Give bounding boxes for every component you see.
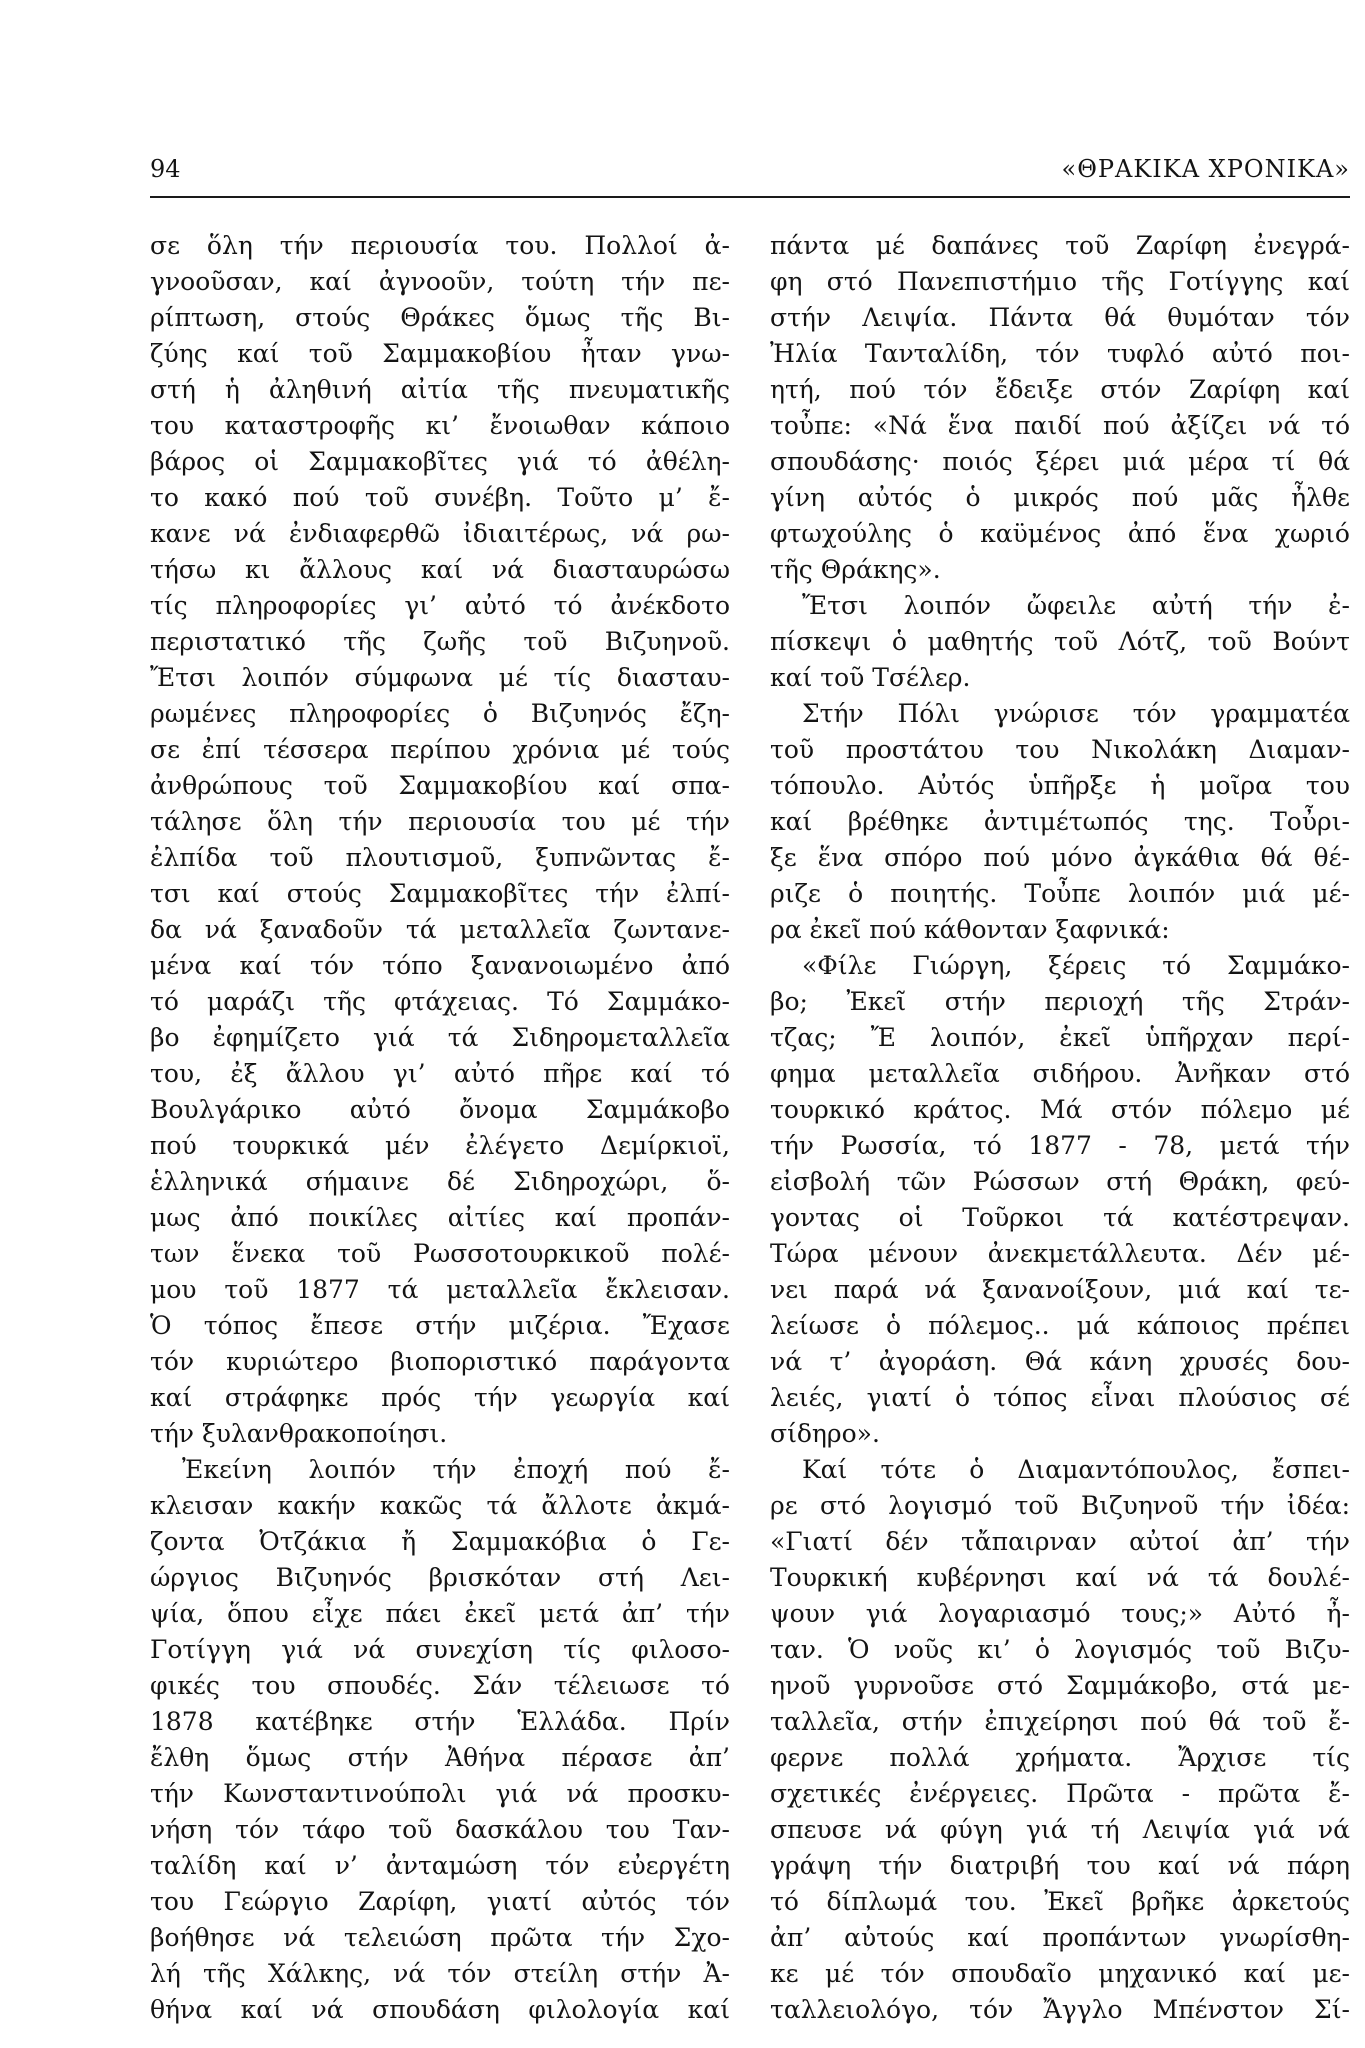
- text-line: φτωχούλης ὁ καϋμένος ἀπό ἕνα χωριό: [770, 519, 1350, 548]
- text-line: ἑλληνικά σήμαινε δέ Σιδηροχώρι, ὅ-: [150, 1167, 730, 1196]
- text-line: φη στό Πανεπιστήμιο τῆς Γοτίγγης καί: [770, 267, 1350, 296]
- text-line: του καταστροφῆς κι’ ἔνοιωθαν κάποιο: [150, 411, 730, 440]
- text-line: τόπουλο. Αὐτός ὑπῆρξε ἡ μοῖρα του: [770, 771, 1350, 800]
- text-line: φικές του σπουδές. Σάν τέλειωσε τό: [150, 1671, 730, 1700]
- text-line: ψουν γιά λογαριασμό τους;» Αὐτό ἦ-: [770, 1599, 1350, 1628]
- header-rule: [150, 196, 1350, 198]
- text-line: κανε νά ἐνδιαφερθῶ ἰδιαιτέρως, νά ρω-: [150, 519, 730, 548]
- text-line: σχετικές ἐνέργειες. Πρῶτα - πρῶτα ἔ-: [770, 1779, 1350, 1808]
- text-line: τοὖπε: «Νά ἕνα παιδί πού ἀξίζει νά τό: [770, 411, 1350, 440]
- text-line: Γοτίγγη γιά νά συνεχίση τίς φιλοσο-: [150, 1635, 730, 1664]
- text-line: στή ἡ ἀληθινή αἰτία τῆς πνευματικῆς: [150, 375, 730, 404]
- text-line: ηνοῦ γυρνοῦσε στό Σαμμάκοβο, στά με-: [770, 1671, 1350, 1700]
- text-line: ητή, πού τόν ἔδειξε στόν Ζαρίφη καί: [770, 375, 1350, 404]
- text-line: βάρος οἱ Σαμμακοβῖτες γιά τό ἀθέλη-: [150, 447, 730, 476]
- text-line: «Γιατί δέν τἄπαιρναν αὐτοί ἀπ’ τήν: [770, 1527, 1350, 1556]
- text-line: τήν Ρωσσία, τό 1877 - 78, μετά τήν: [770, 1131, 1350, 1160]
- text-line: σπουδάσης· ποιός ξέρει μιά μέρα τί θά: [770, 447, 1350, 476]
- text-line: κλεισαν κακήν κακῶς τά ἄλλοτε ἀκμά-: [150, 1491, 730, 1520]
- text-line: γίνη αὐτός ὁ μικρός πού μᾶς ἦλθε: [770, 483, 1350, 512]
- text-line: Τώρα μένουν ἀνεκμετάλλευτα. Δέν μέ-: [770, 1239, 1350, 1268]
- text-line: ριζε ὁ ποιητής. Τοὖπε λοιπόν μιά μέ-: [770, 879, 1350, 908]
- text-line: ώργιος Βιζυηνός βρισκόταν στή Λει-: [150, 1563, 730, 1592]
- text-line: στήν Λειψία. Πάντα θά θυμόταν τόν: [770, 303, 1350, 332]
- text-line: Ἔτσι λοιπόν ὤφειλε αὐτή τήν ἐ-: [802, 591, 1350, 620]
- text-line: φερνε πολλά χρήματα. Ἄρχισε τίς: [770, 1743, 1350, 1772]
- text-line: ταλλεῖα, στήν ἐπιχείρησι πού θά τοῦ ἔ-: [770, 1707, 1350, 1736]
- text-line: σπευσε νά φύγη γιά τή Λειψία γιά νά: [770, 1815, 1350, 1844]
- text-line: καί τοῦ Τσέλερ.: [770, 663, 971, 692]
- text-line: νά τ’ ἀγοράση. Θά κάνη χρυσές δου-: [770, 1347, 1350, 1376]
- text-line: νήση τόν τάφο τοῦ δασκάλου του Ταν-: [150, 1815, 730, 1844]
- paragraph: [770, 228, 1350, 588]
- text-line: το κακό πού τοῦ συνέβη. Τοῦτο μ’ ἔ-: [150, 483, 730, 512]
- text-line: λείωσε ὁ πόλεμος.. μά κάποιος πρέπει: [770, 1311, 1350, 1340]
- text-line: τῆς Θράκης».: [770, 555, 941, 584]
- text-line: φημα μεταλλεῖα σιδήρου. Ἀνῆκαν στό: [770, 1059, 1350, 1088]
- text-line: σε ἐπί τέσσερα περίπου χρόνια μέ τούς: [150, 735, 730, 764]
- text-column-right: [770, 228, 1350, 2028]
- text-line: τουρκικό κράτος. Μά στόν πόλεμο μέ: [770, 1095, 1350, 1124]
- text-line: ταλλειολόγο, τόν Ἄγγλο Μπένστον Σί-: [770, 1995, 1350, 2024]
- paragraph: [150, 228, 730, 1452]
- text-line: Ἔτσι λοιπόν σύμφωνα μέ τίς διασταυ-: [150, 663, 730, 692]
- text-line: Καί τότε ὁ Διαμαντόπουλος, ἔσπει-: [802, 1455, 1350, 1484]
- text-line: δα νά ξαναδοῦν τά μεταλλεῖα ζωντανε-: [150, 915, 730, 944]
- page-number: 94: [150, 155, 181, 183]
- text-line: ρα ἐκεῖ πού κάθονταν ξαφνικά:: [770, 915, 1170, 944]
- text-line: γράψη τήν διατριβή του καί νά πάρη: [770, 1851, 1350, 1880]
- text-line: ψία, ὅπου εἶχε πάει ἐκεῖ μετά ἀπ’ τήν: [150, 1599, 730, 1628]
- text-line: σίδηρο».: [770, 1419, 880, 1448]
- text-line: ρε στό λογισμό τοῦ Βιζυηνοῦ τήν ἰδέα:: [770, 1491, 1350, 1520]
- text-line: τήν Κωνσταντινούπολι γιά νά προσκυ-: [150, 1779, 730, 1808]
- text-line: ρίπτωση, στούς Θράκες ὅμως τῆς Βι-: [150, 303, 730, 332]
- text-line: τζας; Ἔ λοιπόν, ἐκεῖ ὑπῆρχαν περί-: [770, 1023, 1350, 1052]
- text-line: τάλησε ὅλη τήν περιουσία του μέ τήν: [150, 807, 730, 836]
- text-line: ἀπ’ αὐτούς καί προπάντων γνωρίσθη-: [770, 1923, 1350, 1952]
- text-line: βο; Ἐκεῖ στήν περιοχή τῆς Στράν-: [770, 987, 1350, 1016]
- text-line: γνοοῦσαν, καί ἀγνοοῦν, τούτη τήν πε-: [150, 267, 730, 296]
- text-line: τό μαράζι τῆς φτάχειας. Τό Σαμμάκο-: [150, 987, 730, 1016]
- text-line: εἰσβολή τῶν Ρώσσων στή Θράκη, φεύ-: [770, 1167, 1350, 1196]
- text-line: πίσκεψι ὁ μαθητής τοῦ Λότζ, τοῦ Βούντ: [770, 627, 1350, 656]
- text-line: τό δίπλωμά του. Ἐκεῖ βρῆκε ἀρκετούς: [770, 1887, 1350, 1916]
- text-line: του Γεώργιο Ζαρίφη, γιατί αὐτός τόν: [150, 1887, 730, 1916]
- text-line: Ἠλία Τανταλίδη, τόν τυφλό αὐτό ποι-: [770, 339, 1350, 368]
- text-line: Ὁ τόπος ἔπεσε στήν μιζέρια. Ἔχασε: [150, 1311, 730, 1340]
- running-title: «ΘΡΑΚΙΚΑ ΧΡΟΝΙΚΑ»: [1061, 155, 1350, 183]
- paragraph: [150, 1452, 730, 2028]
- text-line: τόν κυριώτερο βιοποριστικό παράγοντα: [150, 1347, 730, 1376]
- text-line: ρωμένες πληροφορίες ὁ Βιζυηνός ἔζη-: [150, 699, 730, 728]
- text-line: τήσω κι ἄλλους καί νά διασταυρώσω: [150, 555, 730, 584]
- text-line: του, ἐξ ἄλλου γι’ αὐτό πῆρε καί τό: [150, 1059, 730, 1088]
- text-line: των ἕνεκα τοῦ Ρωσσοτουρκικοῦ πολέ-: [150, 1239, 730, 1268]
- text-line: βο ἐφημίζετο γιά τά Σιδηρομεταλλεῖα: [150, 1023, 730, 1052]
- text-line: ἀνθρώπους τοῦ Σαμμακοβίου καί σπα-: [150, 771, 730, 800]
- text-line: καί στράφηκε πρός τήν γεωργία καί: [150, 1383, 730, 1412]
- text-line: γοντας οἱ Τοῦρκοι τά κατέστρεψαν.: [770, 1203, 1350, 1232]
- paragraph: [770, 948, 1350, 1452]
- text-line: ἐλπίδα τοῦ πλουτισμοῦ, ξυπνῶντας ἔ-: [150, 843, 730, 872]
- text-line: ἔλθη ὅμως στήν Ἀθήνα πέρασε ἀπ’: [150, 1743, 730, 1772]
- text-line: ταν. Ὁ νοῦς κι’ ὁ λογισμός τοῦ Βιζυ-: [770, 1635, 1350, 1664]
- text-line: πάντα μέ δαπάνες τοῦ Ζαρίφη ἐνεγρά-: [770, 231, 1350, 260]
- paragraph: [770, 696, 1350, 948]
- text-line: μου τοῦ 1877 τά μεταλλεῖα ἔκλεισαν.: [150, 1275, 730, 1304]
- text-line: τοῦ προστάτου του Νικολάκη Διαμαν-: [770, 735, 1350, 764]
- text-line: τσι καί στούς Σαμμακοβῖτες τήν ἐλπί-: [150, 879, 730, 908]
- text-line: καί βρέθηκε ἀντιμέτωπός της. Τοὖρι-: [770, 807, 1350, 836]
- text-line: λειές, γιατί ὁ τόπος εἶναι πλούσιος σέ: [770, 1383, 1350, 1412]
- text-line: ξε ἕνα σπόρο πού μόνο ἀγκάθια θά θέ-: [770, 843, 1350, 872]
- text-line: Στήν Πόλι γνώρισε τόν γραμματέα: [802, 699, 1350, 728]
- text-column-left: [150, 228, 730, 2028]
- text-line: θήνα καί νά σπουδάση φιλολογία καί: [150, 1995, 730, 2024]
- text-line: πού τουρκικά μέν ἐλέγετο Δεμίρκιοϊ,: [150, 1131, 730, 1160]
- text-line: Ἐκείνη λοιπόν τήν ἐποχή πού ἔ-: [182, 1455, 730, 1484]
- text-line: βοήθησε νά τελειώση πρῶτα τήν Σχο-: [150, 1923, 730, 1952]
- text-line: ζοντα Ὀτζάκια ἤ Σαμμακόβια ὁ Γε-: [150, 1527, 730, 1556]
- text-line: «Φίλε Γιώργη, ξέρεις τό Σαμμάκο-: [802, 951, 1350, 980]
- text-line: τίς πληροφορίες γι’ αὐτό τό ἀνέκδοτο: [150, 591, 730, 620]
- paragraph: [770, 588, 1350, 696]
- text-line: κε μέ τόν σπουδαῖο μηχανικό καί με-: [770, 1959, 1350, 1988]
- paragraph: [770, 1452, 1350, 2028]
- text-line: μως ἀπό ποικίλες αἰτίες καί προπάν-: [150, 1203, 730, 1232]
- text-line: σε ὅλη τήν περιουσία του. Πολλοί ἀ-: [150, 231, 730, 260]
- text-line: Βουλγάρικο αὐτό ὄνομα Σαμμάκοβο: [150, 1095, 730, 1124]
- text-line: περιστατικό τῆς ζωῆς τοῦ Βιζυηνοῦ.: [150, 627, 730, 656]
- text-line: ζύης καί τοῦ Σαμμακοβίου ἦταν γνω-: [150, 339, 730, 368]
- text-line: ταλίδη καί ν’ ἀνταμώση τόν εὐεργέτη: [150, 1851, 730, 1880]
- text-line: μένα καί τόν τόπο ξανανοιωμένο ἀπό: [150, 951, 730, 980]
- text-line: 1878 κατέβηκε στήν Ἑλλάδα. Πρίν: [150, 1707, 730, 1736]
- text-line: τήν ξυλανθρακοποίησι.: [150, 1419, 448, 1448]
- text-line: λή τῆς Χάλκης, νά τόν στείλη στήν Ἀ-: [150, 1959, 730, 1988]
- text-line: νει παρά νά ξανανοίξουν, μιά καί τε-: [770, 1275, 1350, 1304]
- text-line: Τουρκική κυβέρνησι καί νά τά δουλέ-: [770, 1563, 1350, 1592]
